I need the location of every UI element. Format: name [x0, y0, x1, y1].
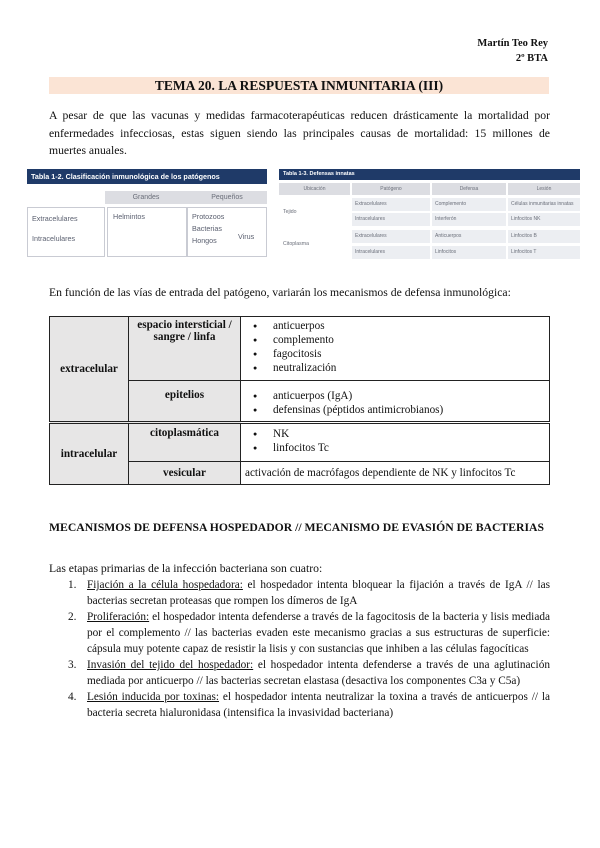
- step-term: Lesión inducida por toxinas:: [87, 691, 220, 703]
- citoplasmatica-items-cell: [241, 423, 550, 462]
- list-item: ● linfocitos Tc: [273, 441, 545, 455]
- figure2-header-2: Defensa: [432, 183, 506, 195]
- figure2-cell: Extracelulares: [352, 198, 430, 211]
- defense-mechanisms-table: [49, 316, 550, 485]
- figure1-bacterias: Bacterias: [192, 224, 222, 233]
- intro-paragraph: A pesar de que las vacunas y medidas farmacoterapéuticas reducen drásticamente la mortalidad por enfermedades infecciosas, estas siguen siendo las principales causas de mortalidad: 15 millones de muertes anuales.: [49, 109, 550, 157]
- figure2-cell: Linfocitos B: [508, 230, 580, 243]
- figure2-cell: Intracelulares: [352, 213, 430, 226]
- figure1-virus: Virus: [238, 232, 255, 241]
- table-row: [50, 317, 550, 381]
- step-term: Fijación a la célula hospedadora:: [87, 579, 243, 591]
- figure2-header-0: Ubicación: [279, 183, 350, 195]
- sub-citoplasmatica: citoplasmática: [129, 423, 241, 462]
- figure2-row-citoplasma: Citoplasma: [283, 241, 309, 247]
- stages-lead: Las etapas primarias de la infección bacteriana son cuatro:: [49, 562, 323, 575]
- author-name: Martín Teo Rey: [477, 38, 548, 49]
- step-number: 1.: [68, 579, 77, 591]
- step-term: Proliferación:: [87, 611, 150, 623]
- figure2-caption: Tabla 1-3. Defensas innatas: [279, 169, 580, 180]
- figure2-cell: Linfocitos T: [508, 246, 580, 259]
- page-title: TEMA 20. LA RESPUESTA INMUNITARIA (III): [154, 78, 444, 93]
- step-number: 4.: [68, 691, 77, 703]
- step-number: 3.: [68, 659, 77, 671]
- routes-paragraph: En función de las vías de entrada del patógeno, variarán los mecanismos de defensa inmunológica:: [49, 286, 511, 299]
- list-item: [49, 657, 550, 689]
- figure1-caption: Tabla 1-2. Clasificación inmunológica de los patógenos: [27, 169, 267, 184]
- sub-espacio-intersticial: espacio intersticial / sangre / linfa: [129, 317, 241, 381]
- figure2-cell: Anticuerpos: [432, 230, 506, 243]
- list-item: ● NK: [273, 427, 545, 441]
- figure-pathogen-classification: [27, 169, 267, 262]
- step-text: el hospedador intenta bloquear la fijación a través de IgA // las bacterias secretan proteasas que rompen los dímeros de IgA: [87, 579, 551, 607]
- figure2-cell: Linfocitos: [432, 246, 506, 259]
- figure1-extracelulares: Extracelulares: [32, 214, 78, 223]
- list-item: ● fagocitosis: [273, 347, 545, 361]
- list-item: ● anticuerpos (IgA): [273, 389, 545, 403]
- figure1-helmintos: Helmintos: [113, 212, 145, 221]
- step-text: el hospedador intenta defenderse a través de una aglutinación mediada por anticuerpo // las bacterias secretan elastasa (desactiva los componentes C3a y C5a): [87, 659, 550, 687]
- table-row: [50, 423, 550, 462]
- group-intracelular: intracelular: [50, 423, 129, 485]
- figure2-cell: Extracelulares: [352, 230, 430, 243]
- list-item: ● complemento: [273, 333, 545, 347]
- figure2-cell: Intracelulares: [352, 246, 430, 259]
- espacio-items-cell: [241, 317, 550, 381]
- step-number: 2.: [68, 611, 77, 623]
- list-item: ● defensinas (péptidos antimicrobianos): [273, 403, 545, 417]
- figure2-cell: Complemento: [432, 198, 506, 211]
- figure2-header-1: Patógeno: [352, 183, 430, 195]
- step-text: el hospedador intenta neutralizar la toxina a través de anticuerpos // la bacteria secreta hialuronidasa (intensifica la invasividad bacteriana): [87, 691, 551, 719]
- figure1-col-pequenos: Pequeños: [187, 191, 267, 204]
- espacio-items-list: [245, 319, 545, 375]
- list-item: [49, 689, 550, 721]
- figure2-cell: Células inmunitarias innatas: [508, 198, 580, 211]
- figure1-intracelulares: Intracelulares: [32, 234, 76, 243]
- figure2-cell: Linfocitos NK: [508, 213, 580, 226]
- list-item: [49, 609, 550, 657]
- figure2-cell: Interferón: [432, 213, 506, 226]
- list-item: [49, 577, 550, 609]
- list-item: ● anticuerpos: [273, 319, 545, 333]
- figure-innate-defenses: [279, 169, 580, 260]
- figure2-row-tejido: Tejido: [283, 209, 297, 215]
- epitelios-items-cell: [241, 380, 550, 422]
- step-text: el hospedador intenta defenderse a través de la fagocitosis de la bacteria y lisis mediada por el complemento // las bacterias evaden este mecanismo gracias a sus estructuras de superficie: cápsula muy potente capaz de resistir la lisis y con sustancias que inhiben a las células fagocíticas: [87, 611, 550, 655]
- header-author-block: [477, 36, 548, 66]
- citoplasmatica-items-list: [245, 427, 545, 455]
- sub-vesicular: vesicular: [129, 462, 241, 485]
- figure1-col-grandes: Grandes: [105, 191, 187, 204]
- infection-stages-list: [49, 577, 550, 721]
- group-extracelular: extracelular: [50, 317, 129, 423]
- epitelios-items-list: [245, 389, 545, 417]
- section-heading: MECANISMOS DE DEFENSA HOSPEDADOR // MECANISMO DE EVASIÓN DE BACTERIAS: [49, 521, 544, 534]
- vesicular-text: activación de macrófagos dependiente de NK y linfocitos Tc: [241, 462, 550, 485]
- figure1-hongos: Hongos: [192, 236, 217, 245]
- figure2-header-3: Lesión: [508, 183, 580, 195]
- list-item: ● neutralización: [273, 361, 545, 375]
- course-label: 2º BTA: [515, 53, 548, 64]
- sub-epitelios: epitelios: [129, 380, 241, 422]
- figure1-protozoos: Protozoos: [192, 212, 225, 221]
- step-term: Invasión del tejido del hospedador:: [87, 659, 254, 671]
